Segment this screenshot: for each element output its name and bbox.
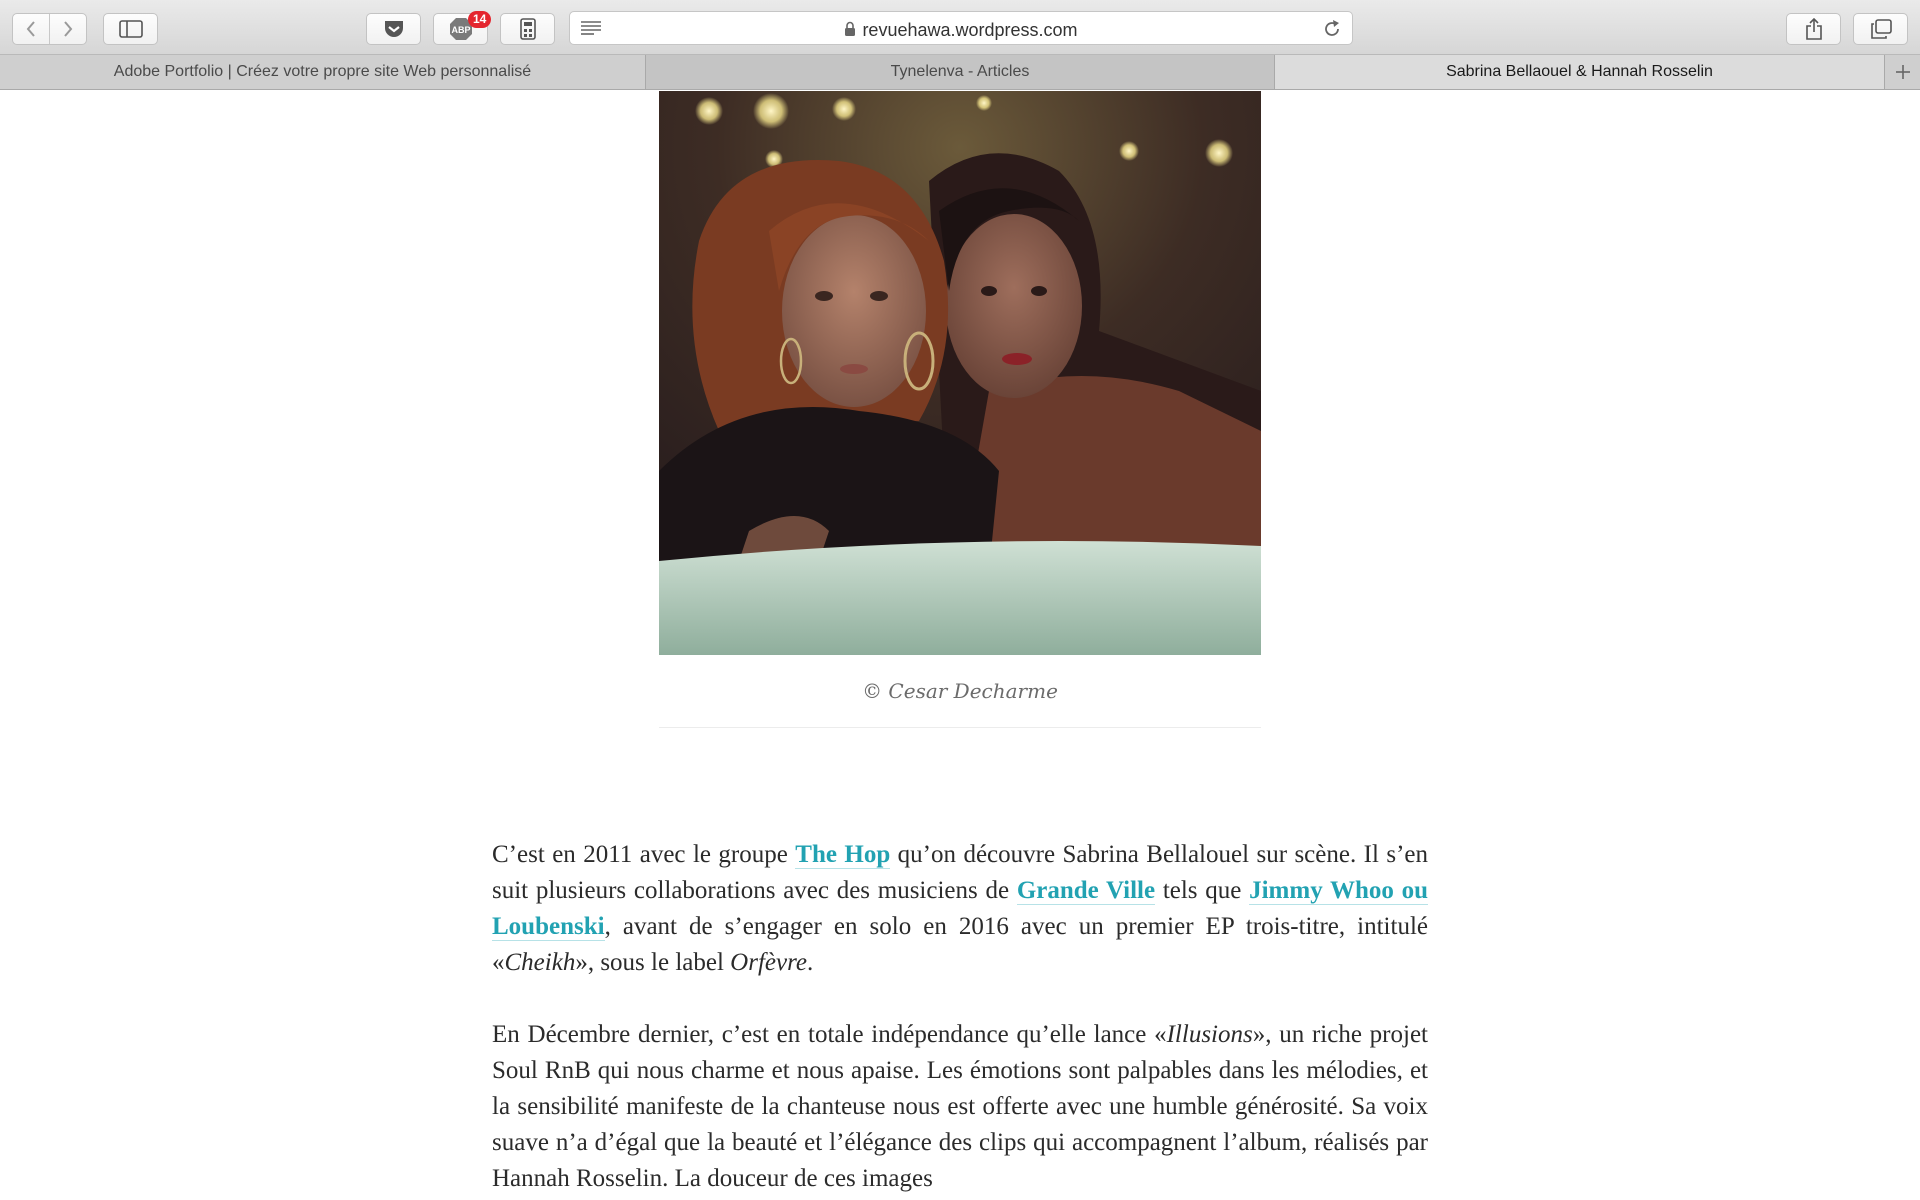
sidebar-icon (119, 20, 143, 38)
tab-tynelenva-articles[interactable] (646, 55, 1275, 89)
calculator-icon (520, 18, 536, 40)
nav-buttons (12, 13, 87, 45)
pocket-icon (383, 19, 405, 39)
text-run: , avant de s’engager en solo en 2016 avec un premier EP trois-titre, intitulé « (492, 913, 1428, 976)
link-grande-ville[interactable]: Grande Ville (1016, 877, 1156, 904)
extension-button[interactable] (500, 13, 555, 45)
link-jimmy-whoo-loubenski[interactable]: Jimmy Whoo ou Loubenski (492, 877, 1428, 940)
share-icon (1805, 18, 1823, 40)
new-tab-button[interactable] (1885, 55, 1920, 89)
svg-text:ABP: ABP (450, 25, 471, 35)
url-text: revuehawa.wordpress.com (862, 20, 1078, 40)
tab-title: Sabrina Bellaouel & Hannah Rosselin (1446, 63, 1713, 80)
tabs-overview-icon (1870, 19, 1892, 39)
pocket-button[interactable] (366, 13, 421, 45)
label-name-orfevre: Orfèvre (730, 949, 807, 976)
adblock-count-badge: 14 (468, 11, 491, 28)
article-paragraph-1 (492, 837, 1428, 981)
browser-toolbar (0, 0, 1920, 55)
back-button[interactable] (13, 14, 49, 44)
text-run: tels que (1155, 877, 1250, 904)
tab-sabrina-hannah-active[interactable] (1275, 55, 1885, 89)
show-tabs-button[interactable] (1853, 13, 1908, 45)
plus-icon (1895, 64, 1911, 80)
caption-divider (659, 727, 1261, 728)
article-paragraph-2 (492, 1017, 1428, 1197)
tab-bar (0, 55, 1920, 90)
adblock-button[interactable] (433, 13, 488, 45)
url-display (570, 20, 1352, 41)
chevron-left-icon (25, 20, 37, 38)
article-photo (659, 91, 1261, 655)
photo-caption: © Cesar Decharme (862, 679, 1058, 703)
lock-icon (844, 21, 856, 37)
reload-icon[interactable] (1322, 19, 1342, 39)
chevron-right-icon (62, 20, 74, 38)
album-title-illusions: Illusions (1166, 1021, 1253, 1048)
link-the-hop[interactable]: The Hop (795, 841, 891, 868)
text-run: », sous le label (575, 949, 731, 976)
forward-button[interactable] (49, 14, 86, 44)
sidebar-button[interactable] (103, 13, 158, 45)
album-title-cheikh: Cheikh (504, 949, 576, 976)
text-run: En Décembre dernier, c’est en totale indépendance qu’elle lance « (492, 1021, 1167, 1048)
article-body (492, 837, 1428, 1200)
tab-title: Adobe Portfolio | Créez votre propre site Web personnalisé (113, 63, 532, 80)
address-bar[interactable] (569, 11, 1353, 45)
web-page (0, 91, 1920, 1200)
portrait-photo-illustration (659, 91, 1261, 655)
text-run: qu’on découvre Sabrina Bellalouel sur scène. Il s’en suit plusieurs collaborations avec des musiciens de (492, 841, 1428, 904)
tab-adobe-portfolio[interactable] (0, 55, 646, 89)
text-run: C’est en 2011 avec le groupe (492, 841, 796, 868)
text-run: », un riche projet Soul RnB qui nous charme et nous apaise. Les émotions sont palpables dans les mélodies, et la sensibilité manifeste de la chanteuse nous est offerte avec une humble générosité. Sa voix suave n’a d’égal que la beauté et l’élégance des clips qui accompagnent l’album, réalisés par Hannah Rosselin. La douceur de ces images (492, 1021, 1428, 1192)
text-run: . (807, 949, 814, 976)
tab-title: Tynelenva - Articles (890, 63, 1030, 80)
share-button[interactable] (1786, 13, 1841, 45)
